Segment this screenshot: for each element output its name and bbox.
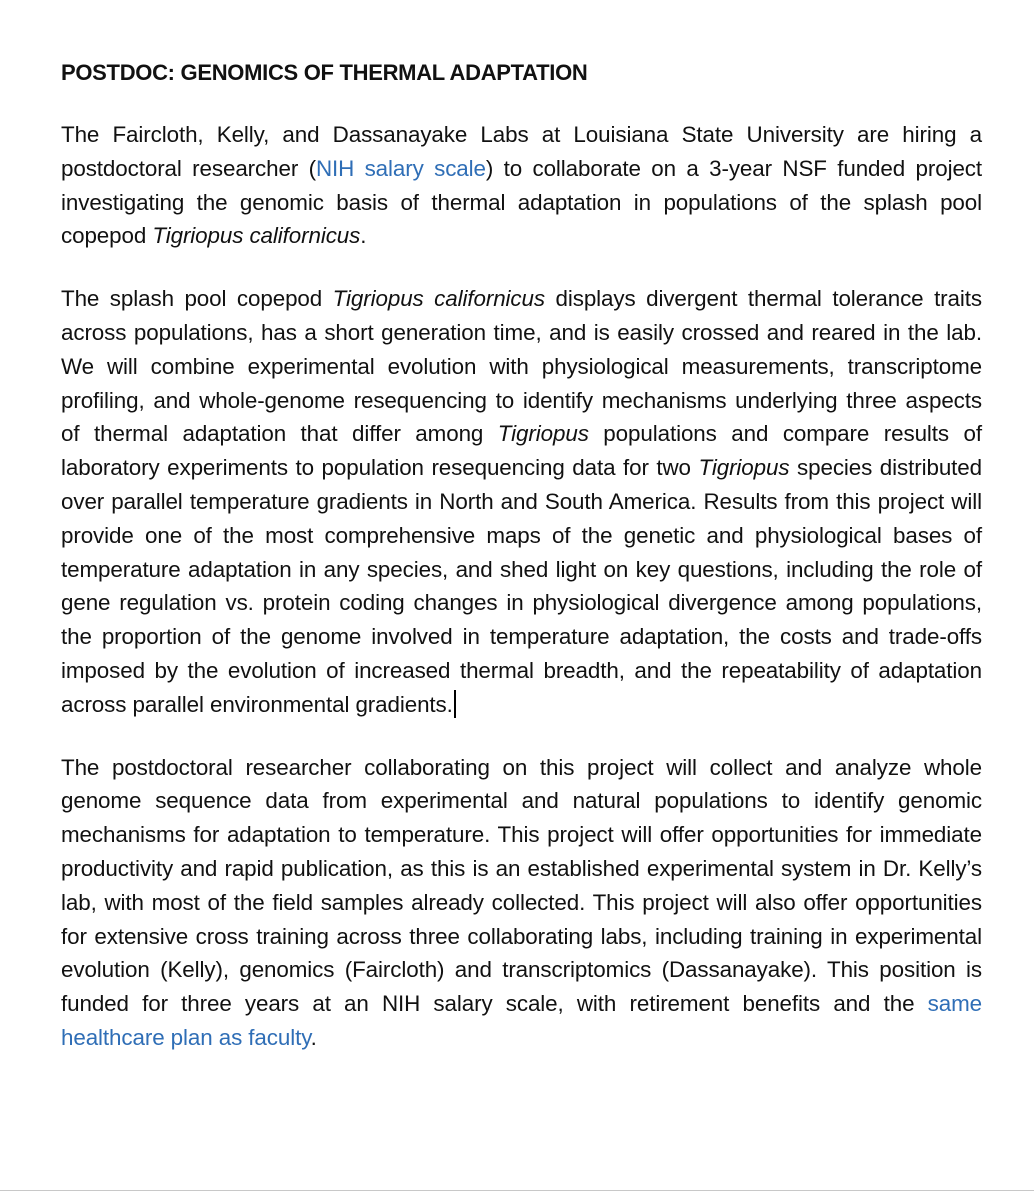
paragraph-text: displays divergent thermal tolerance traits across populations, has a short generation time, and is easily crossed and reared in the lab. We will combine experimental evolution with physiological measurements, transcriptome profiling, and whole-genome resequencing to identify mechanisms underlying three aspects of thermal adaptation that differ among (61, 286, 982, 447)
text-cursor (454, 690, 456, 718)
genus-name: Tigriopus (497, 421, 589, 447)
species-name: Tigriopus californicus (152, 223, 361, 249)
species-name: Tigriopus californicus (332, 286, 545, 312)
document-title: POSTDOC: GENOMICS OF THERMAL ADAPTATION (61, 60, 588, 85)
paragraph-text: . (360, 223, 367, 249)
paragraph-text: The Faircloth, Kelly, and Dassanayake Labs at Louisiana State University are hiring a postdoctoral researcher ( (61, 122, 982, 181)
paragraph-text: The postdoctoral researcher collaborating on this project will collect and analyze whole genome sequence data from experimental and natural populations to identify genomic mechanisms for adaptation to temperature. This project will offer opportunities for immediate productivity and rapid publication, as this is an established experimental system in Dr. Kelly’s lab, with most of the field samples already collected. This project will also offer opportunities for extensive cross training across three collaborating labs, including training in experimental evolution (Kelly), genomics (Faircloth) and transcriptomics (Dassanayake). This position is funded for three years at an NIH salary scale, with retirement benefits and the (61, 754, 982, 1017)
paragraph-project-description (61, 282, 982, 721)
nih-salary-scale-link[interactable]: NIH salary scale (315, 155, 486, 181)
paragraph-text: ) to collaborate on a 3-year NSF funded project investigating the genomic basis of thermal adaptation in populations of the splash pool copepod (61, 155, 983, 249)
document-page (61, 58, 982, 1055)
paragraph-position-details (61, 751, 982, 1055)
page-bottom-edge (0, 1190, 1034, 1191)
genus-name: Tigriopus (698, 455, 790, 481)
paragraph-text: species distributed over parallel temperature gradients in North and South America. Results from this project will provide one of the most comprehensive maps of the genetic and physiological bases of temperature adaptation in any species, and shed light on key questions, including the role of gene regulation vs. protein coding changes in physiological divergence among populations, the proportion of the genome involved in temperature adaptation, the costs and trade-offs imposed by the evolution of increased thermal breadth, and the repeatability of adaptation across parallel environmental gradients. (61, 455, 982, 717)
paragraph-text: populations and compare results of laboratory experiments to population resequencing data for two (61, 421, 982, 481)
healthcare-plan-link[interactable]: same healthcare plan as faculty (61, 991, 982, 1050)
paragraph-intro (61, 118, 982, 253)
paragraph-text: The splash pool copepod (61, 286, 333, 312)
paragraph-text: . (310, 1024, 317, 1050)
